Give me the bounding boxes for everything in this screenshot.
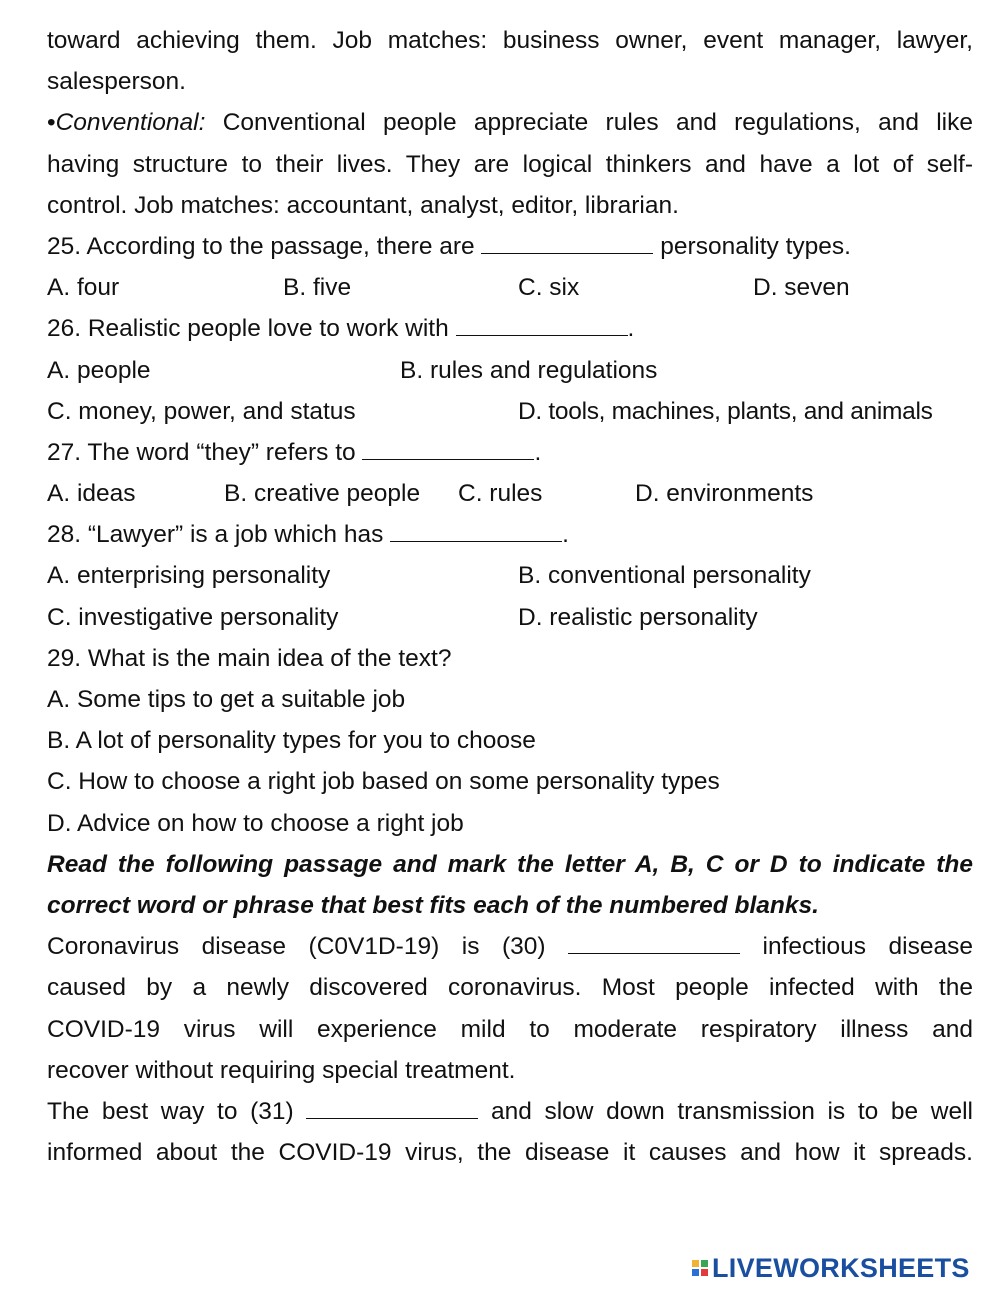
answer-blank-25[interactable] — [481, 231, 653, 254]
conventional-text-line — [47, 102, 973, 143]
option-a[interactable]: A. Some tips to get a suitable job — [47, 686, 406, 713]
question-27-stem: 27. The word “they” refers to . — [47, 438, 542, 466]
cloze-line: recover without requiring special treatment. — [47, 1056, 516, 1084]
conventional-text-line: control. Job matches: accountant, analyst, editor, librarian. — [47, 191, 679, 219]
brand-name: LIVEWORKSHEETS — [712, 1252, 970, 1283]
question-26-options — [47, 350, 973, 391]
conventional-text-line: having structure to their lives. They are logical thinkers and have a lot of self- — [47, 150, 973, 178]
question-26-options — [47, 391, 973, 432]
cloze-line: COVID-19 virus will experience mild to moderate respiratory illness and — [47, 1015, 973, 1043]
liveworksheets-icon — [692, 1260, 708, 1276]
worksheet-page — [47, 20, 973, 1173]
option-d[interactable]: D. tools, machines, plants, and animals — [518, 397, 933, 425]
option-b[interactable]: B. five — [283, 274, 352, 302]
option-a[interactable]: A. ideas — [47, 480, 136, 508]
question-29-stem: 29. What is the main idea of the text? — [47, 644, 452, 672]
cloze-line: Coronavirus disease (C0V1D-19) is (30) infectious disease — [47, 933, 973, 961]
option-a[interactable]: A. four — [47, 274, 120, 302]
question-25-stem: 25. According to the passage, there are personality types. — [47, 232, 851, 260]
cloze-line: caused by a newly discovered coronavirus. Most people infected with the — [47, 974, 973, 1002]
logo-square — [701, 1269, 708, 1276]
option-c[interactable]: C. How to choose a right job based on some personality types — [47, 768, 720, 796]
answer-blank-28[interactable] — [390, 519, 562, 542]
conventional-text: Conventional people appreciate rules and regulations, and like — [205, 109, 973, 137]
conventional-label: Conventional: — [55, 109, 206, 137]
enterprising-text-line: salesperson. — [47, 68, 186, 96]
option-b[interactable]: B. A lot of personality types for you to choose — [47, 727, 536, 755]
question-28-options — [47, 555, 973, 596]
answer-blank-31[interactable] — [306, 1096, 478, 1119]
question-25-options — [47, 267, 973, 308]
logo-square — [692, 1269, 699, 1276]
question-26-stem: 26. Realistic people love to work with . — [47, 315, 635, 343]
question-27-options — [47, 473, 973, 514]
enterprising-text-line: toward achieving them. Job matches: business owner, event manager, lawyer, — [47, 27, 973, 54]
liveworksheets-logo — [692, 1253, 970, 1283]
instruction-line: correct word or phrase that best fits each of the numbered blanks. — [47, 891, 819, 919]
option-b[interactable]: B. rules and regulations — [400, 356, 658, 384]
cloze-line: informed about the COVID-19 virus, the disease it causes and how it spreads. — [47, 1139, 973, 1167]
answer-blank-26[interactable] — [456, 313, 628, 336]
option-a[interactable]: A. enterprising personality — [47, 562, 331, 590]
option-c[interactable]: C. money, power, and status — [47, 397, 356, 425]
answer-blank-30[interactable] — [568, 931, 740, 954]
logo-square — [692, 1260, 699, 1267]
bullet: • — [47, 109, 56, 137]
option-c[interactable]: C. six — [518, 274, 580, 302]
option-a[interactable]: A. people — [47, 356, 151, 384]
option-d[interactable]: D. environments — [635, 480, 814, 508]
answer-blank-27[interactable] — [362, 437, 534, 460]
instruction-line: Read the following passage and mark the letter A, B, C or D to indicate the — [47, 850, 973, 878]
option-b[interactable]: B. creative people — [224, 480, 421, 508]
option-c[interactable]: C. investigative personality — [47, 603, 339, 631]
option-d[interactable]: D. seven — [753, 274, 850, 302]
question-28-stem: 28. “Lawyer” is a job which has . — [47, 521, 569, 549]
question-28-options — [47, 597, 973, 638]
cloze-line: The best way to (31) and slow down transmission is to be well — [47, 1097, 973, 1125]
option-d[interactable]: D. Advice on how to choose a right job — [47, 809, 464, 837]
option-d[interactable]: D. realistic personality — [518, 603, 758, 631]
option-b[interactable]: B. conventional personality — [518, 562, 811, 590]
logo-square — [701, 1260, 708, 1267]
option-c[interactable]: C. rules — [458, 480, 543, 508]
